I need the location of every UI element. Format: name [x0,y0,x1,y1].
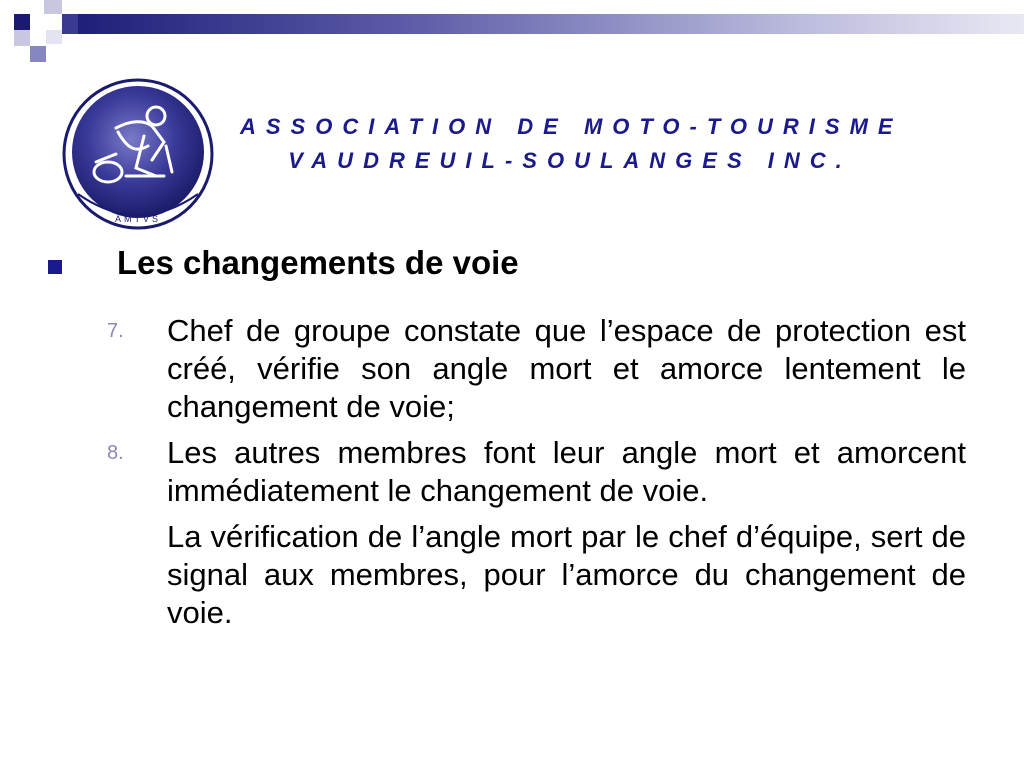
square-bullet-icon [48,260,62,274]
list-item [100,434,966,510]
list-item-number: 8. [107,442,124,464]
list-item-text: Chef de groupe constate que l’espace de protection est créé, vérifie son angle mort et amorce lentement le changement de voie; [167,313,966,424]
list-item-number: 7. [107,320,124,342]
header-bar [78,14,1024,34]
list-item [100,312,966,426]
organization-name-line1: ASSOCIATION DE MOTO-TOURISME [240,114,903,139]
note-text: La vérification de l’angle mort par le chef d’équipe, sert de signal aux membres, pour l’amorce du changement de voie. [167,519,966,630]
list-item-text: Les autres membres font leur angle mort et amorcent immédiatement le changement de voie. [167,435,966,508]
organization-name-line2: VAUDREUIL-SOULANGES INC. [288,148,852,173]
organization-name [240,110,903,178]
slide-title: Les changements de voie [117,244,519,281]
note-paragraph [100,518,966,632]
amtvs-logo [56,76,220,234]
numbered-list [100,312,966,640]
svg-text:AMTVS: AMTVS [114,214,162,224]
